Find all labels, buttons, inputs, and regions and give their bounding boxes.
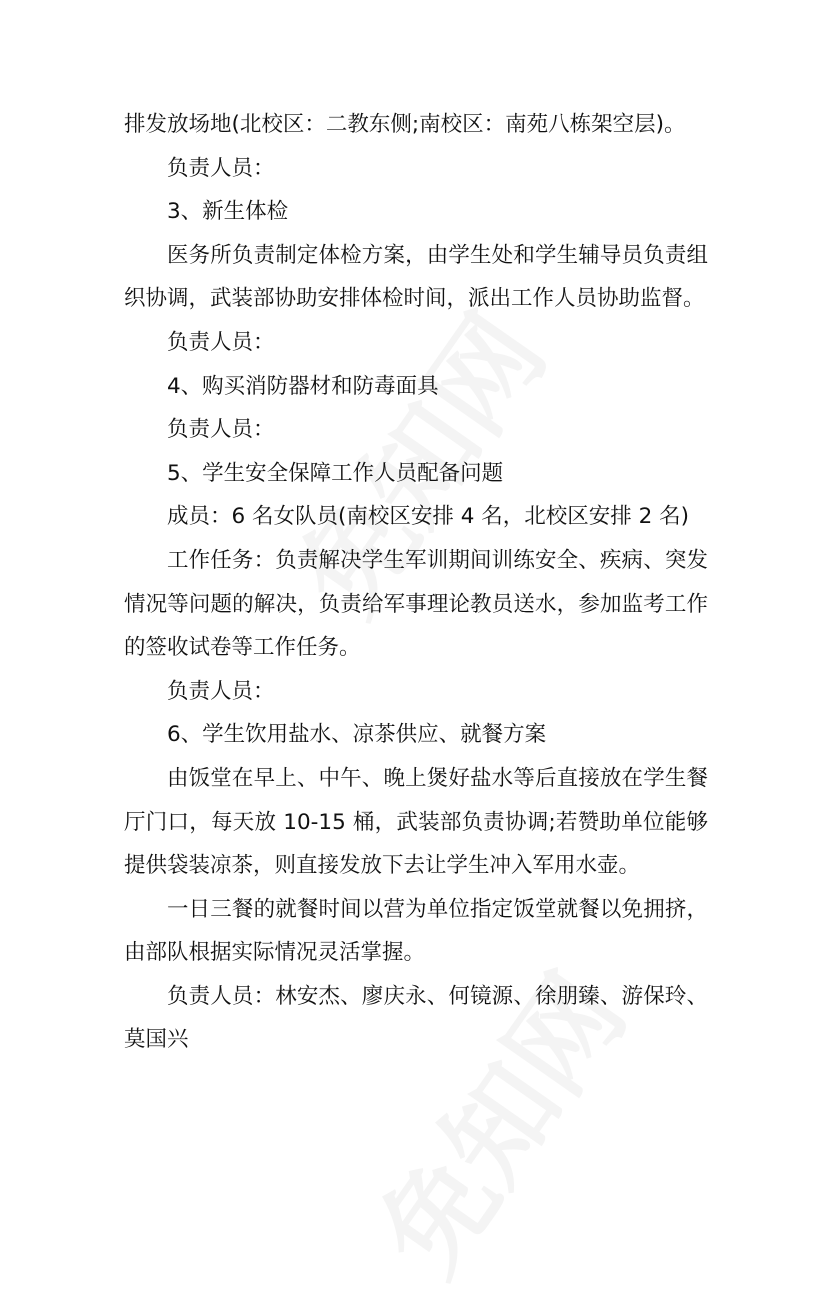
paragraph: 工作任务：负责解决学生军训期间训练安全、疾病、突发情况等问题的解决，负责给军事理论教员送水，参加监考工作的签收试卷等工作任务。 <box>124 547 708 661</box>
paragraph: 负责人员：林安杰、廖庆永、何镜源、徐朋臻、游保玲、莫国兴 <box>124 983 708 1053</box>
paragraph: 一日三餐的就餐时间以营为单位指定饭堂就餐以免拥挤，由部队根据实际情况灵活掌握。 <box>124 896 708 966</box>
paragraph: 负责人员： <box>167 329 275 355</box>
paragraph: 3、新生体检 <box>167 199 289 225</box>
paragraph: 医务所负责制定体检方案，由学生处和学生辅导员负责组织协调，武装部协助安排体检时间，派出工作人员协助监督。 <box>124 242 708 312</box>
paragraph: 排发放场地(北校区：二教东侧;南校区：南苑八栋架空层)。 <box>124 112 686 137</box>
document-page <box>124 103 708 1062</box>
paragraph: 负责人员： <box>167 155 275 181</box>
paragraph: 4、购买消防器材和防毒面具 <box>167 373 439 399</box>
paragraph: 6、学生饮用盐水、凉茶供应、就餐方案 <box>167 722 547 748</box>
paragraph: 由饭堂在早上、中午、晚上煲好盐水等后直接放在学生餐厅门口，每天放 10-15 桶，武装部负责协调;若赞助单位能够提供袋装凉茶，则直接发放下去让学生冲入军用水壶。 <box>124 765 708 879</box>
paragraph: 负责人员： <box>167 417 275 443</box>
paragraph: 成员：6 名女队员(南校区安排 4 名，北校区安排 2 名) <box>167 504 689 530</box>
paragraph: 负责人员： <box>167 678 275 704</box>
paragraph: 5、学生安全保障工作人员配备问题 <box>167 460 504 486</box>
